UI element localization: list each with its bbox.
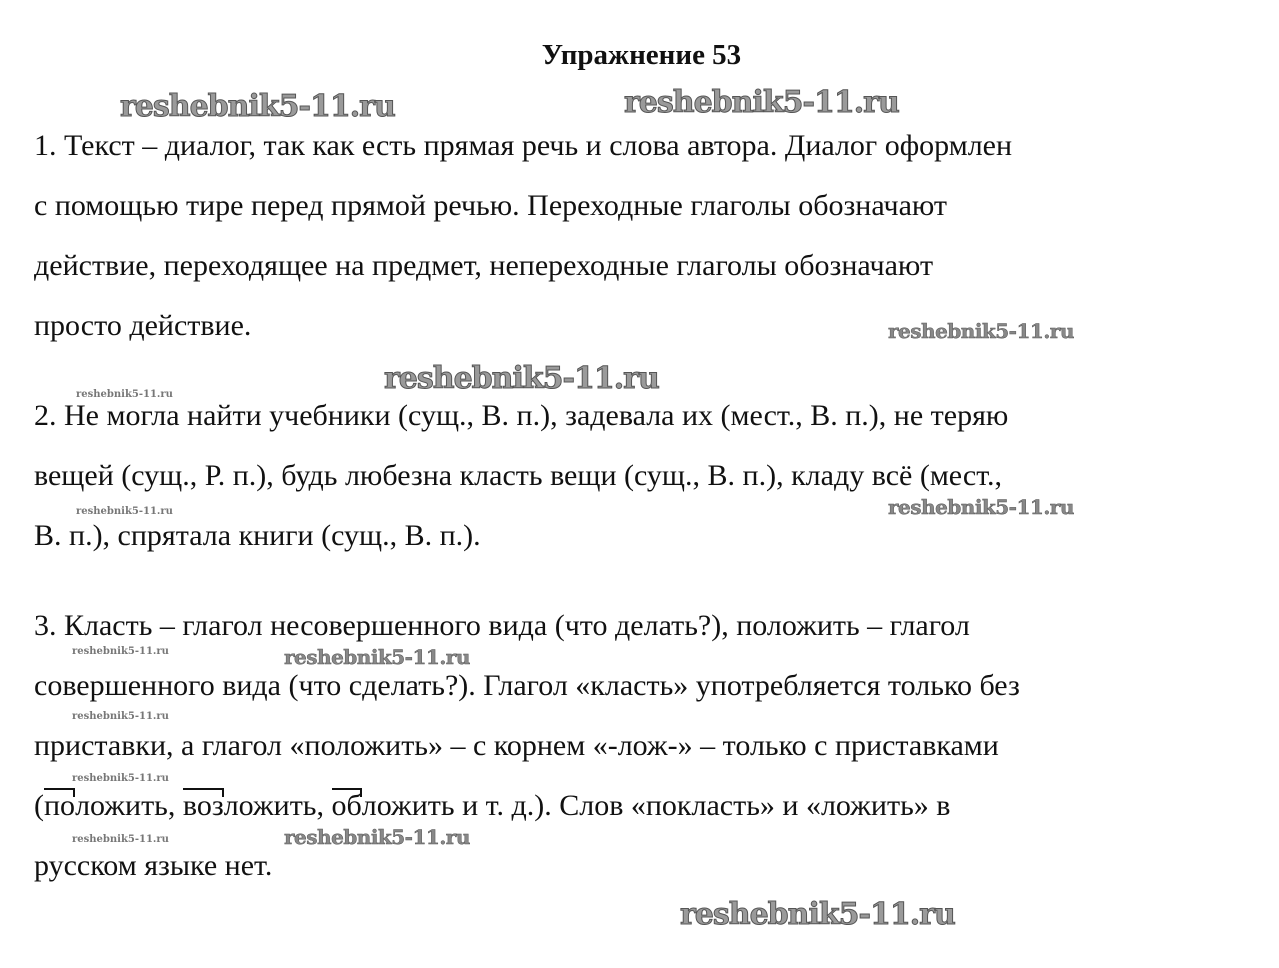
watermark: reshebnik5-11.ru: [680, 897, 955, 932]
prefix-mark: воз: [182, 789, 224, 822]
text-line: совершенного вида (что сделать?). Глагол «класть» употребляется только без: [34, 669, 1020, 702]
text: ложить,: [223, 789, 332, 822]
watermark: reshebnik5-11.ru: [76, 506, 173, 517]
watermark: reshebnik5-11.ru: [888, 319, 1074, 343]
text-line: приставки, а глагол «положить» – с корнем «-лож-» – только с приставками: [34, 729, 999, 762]
text-line: 2. Не могла найти учебники (сущ., В. п.), задевала их (мест., В. п.), не теряю: [34, 399, 1009, 432]
watermark: reshebnik5-11.ru: [624, 85, 899, 120]
watermark: reshebnik5-11.ru: [76, 389, 173, 400]
text-line: 3. Класть – глагол несовершенного вида (что делать?), положить – глагол: [34, 609, 970, 642]
watermark: reshebnik5-11.ru: [384, 361, 659, 396]
text-line: русском языке нет.: [34, 849, 273, 882]
watermark: reshebnik5-11.ru: [284, 825, 470, 849]
text: (: [34, 789, 44, 822]
text-line: с помощью тире перед прямой речью. Переходные глаголы обозначают: [34, 189, 948, 222]
watermark: reshebnik5-11.ru: [888, 495, 1074, 519]
prefix-mark: по: [44, 789, 76, 822]
prefix-mark: об: [331, 789, 362, 822]
text-line: 1. Текст – диалог, так как есть прямая речь и слова автора. Диалог оформлен: [34, 129, 1013, 162]
text-line: просто действие.: [34, 309, 252, 342]
watermark: reshebnik5-11.ru: [284, 645, 470, 669]
watermark: reshebnik5-11.ru: [120, 89, 395, 124]
text: ложить и т. д.). Слов «покласть» и «ложить» в: [361, 789, 951, 822]
text: ложить,: [75, 789, 183, 822]
watermark: reshebnik5-11.ru: [72, 711, 169, 722]
text-line: вещей (сущ., Р. п.), будь любезна класть вещи (сущ., В. п.), кладу всё (мест.,: [34, 459, 1003, 492]
watermark: reshebnik5-11.ru: [72, 646, 169, 657]
watermark: reshebnik5-11.ru: [72, 773, 169, 784]
page-title: Упражнение 53: [541, 39, 742, 71]
watermark: reshebnik5-11.ru: [72, 834, 169, 845]
text-line-prefixes: [34, 790, 950, 822]
text-line: действие, переходящее на предмет, непереходные глаголы обозначают: [34, 249, 934, 282]
text-line: В. п.), спрятала книги (сущ., В. п.).: [34, 519, 481, 552]
